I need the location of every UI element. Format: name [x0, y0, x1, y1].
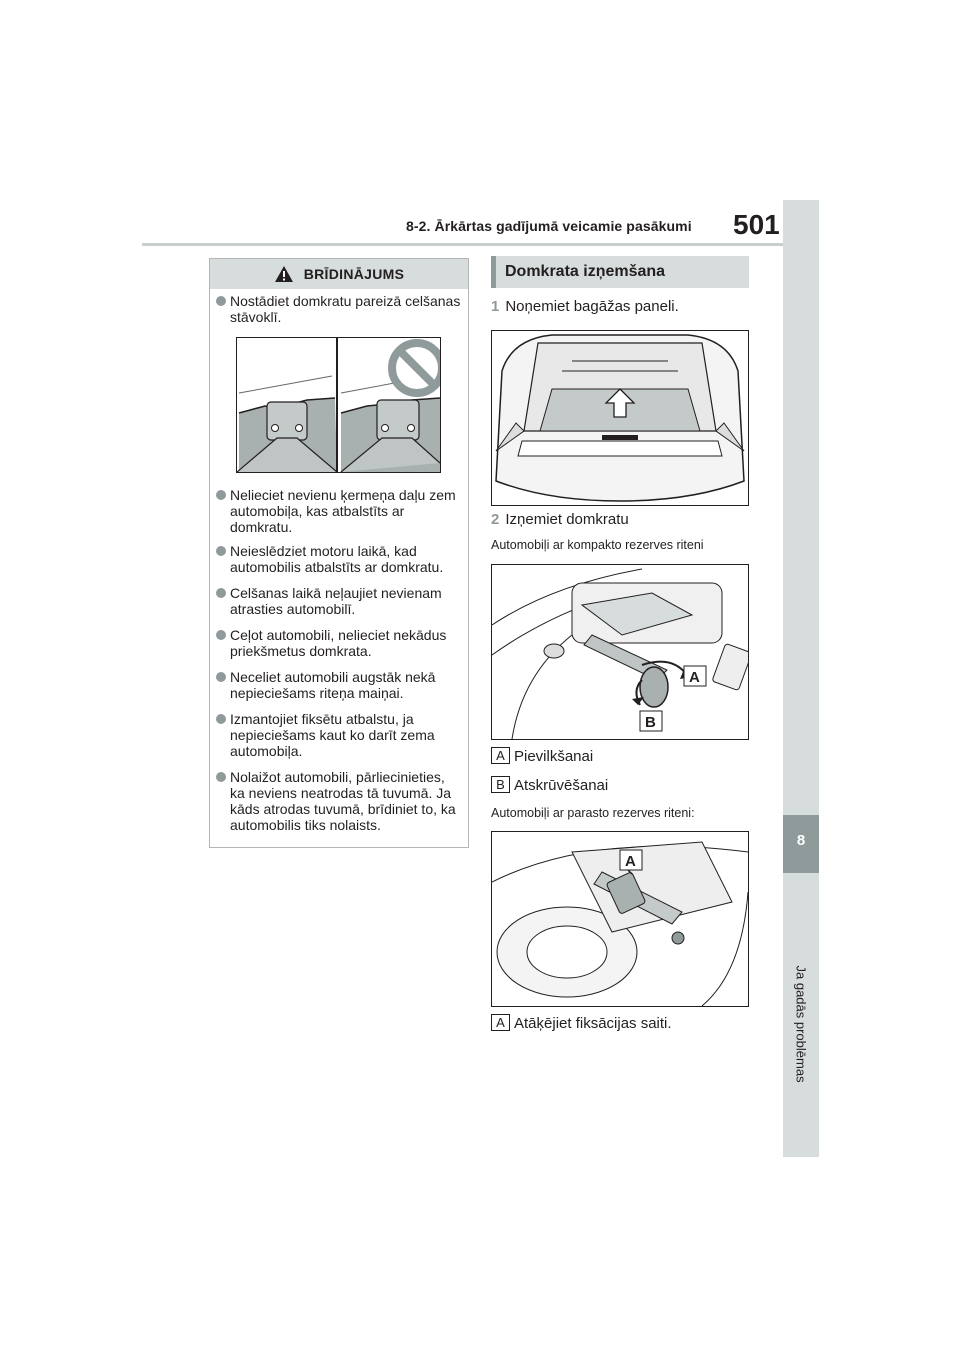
bullet-icon: [216, 546, 226, 556]
label-a-unhook-strap: A Atāķējiet fiksācijas saiti.: [491, 1014, 672, 1032]
bullet-icon: [216, 772, 226, 782]
trunk-illustration: [491, 330, 749, 506]
bullet-icon: [216, 672, 226, 682]
label-a-tighten: A Pievilkšanai: [491, 747, 593, 765]
svg-text:A: A: [689, 669, 700, 686]
step-1: 1 Noņemiet bagāžas paneli.: [491, 298, 679, 315]
jack-regular-spare-illustration: [491, 831, 749, 1007]
warning-item: Ceļot automobili, nelieciet nekādus priekšmetus domkrata.: [216, 627, 462, 659]
warning-item: Nelieciet nevienu ķermeņa daļu zem automobiļa, kas atbalstīts ar domkratu.: [216, 487, 462, 535]
warning-item: Izmantojiet fiksētu atbalstu, ja nepieciešams kaut ko darīt zema automobiļa.: [216, 711, 462, 759]
step-2: 2 Izņemiet domkratu: [491, 511, 629, 528]
warning-title: BRĪDINĀJUMS: [303, 266, 405, 282]
svg-text:A: A: [625, 853, 636, 870]
chapter-title: Ja gadās problēmas: [793, 965, 809, 1083]
bullet-icon: [216, 490, 226, 500]
jack-compact-spare-illustration: [491, 564, 749, 740]
section-heading: Domkrata izņemšana: [491, 256, 749, 288]
chapter-number: 8: [796, 832, 806, 849]
callout-letter: B: [491, 776, 510, 793]
warning-item: Neieslēdziet motoru laikā, kad automobilis atbalstīts ar domkratu.: [216, 543, 462, 575]
warning-item: Celšanas laikā neļaujiet nevienam atrasties automobilī.: [216, 585, 462, 617]
jack-position-illustration: [236, 337, 441, 473]
step-number: 2: [491, 511, 500, 528]
callout-letter: A: [491, 1014, 510, 1031]
header-divider: [142, 243, 783, 246]
bullet-icon: [216, 714, 226, 724]
warning-box: [209, 258, 469, 848]
bullet-icon: [216, 296, 226, 306]
variant-note-regular-spare: Automobiļi ar parasto rezerves riteni:: [491, 806, 695, 820]
warning-item: Nolaižot automobili, pārliecinieties, ka neviens neatrodas tā tuvumā. Ja kāds atrodas tuvumā, brīdiniet to, ka automobilis tiks nolaists.: [216, 769, 462, 833]
callout-letter: A: [491, 747, 510, 764]
bullet-icon: [216, 588, 226, 598]
warning-triangle-icon: [274, 265, 294, 283]
section-title: 8-2. Ārkārtas gadījumā veicamie pasākumi: [406, 218, 692, 234]
warning-item: Nostādiet domkratu pareizā celšanas stāvoklī.: [216, 293, 462, 325]
warning-header: [210, 259, 468, 289]
bullet-icon: [216, 630, 226, 640]
label-b-loosen: B Atskrūvēšanai: [491, 776, 608, 794]
variant-note-compact-spare: Automobiļi ar kompakto rezerves riteni: [491, 538, 704, 552]
step-number: 1: [491, 298, 500, 315]
svg-text:B: B: [645, 714, 656, 731]
warning-item: Neceliet automobili augstāk nekā nepieciešams riteņa maiņai.: [216, 669, 462, 701]
page-number: 501: [733, 209, 780, 240]
